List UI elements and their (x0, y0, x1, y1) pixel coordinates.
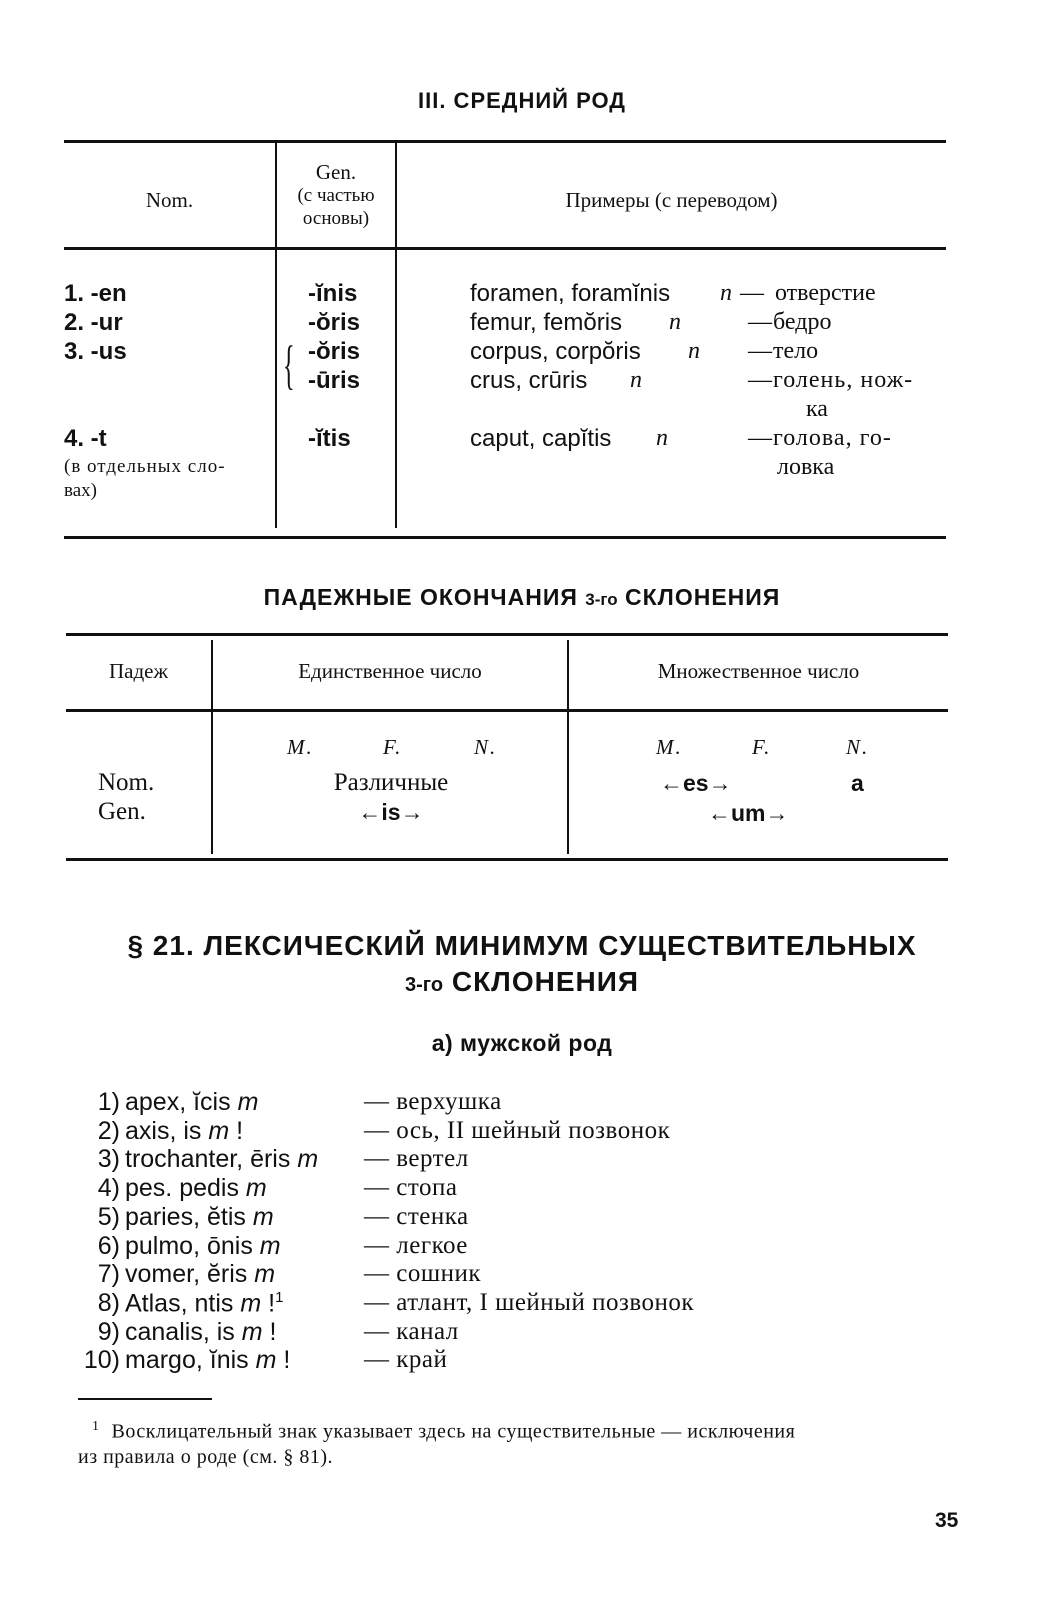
plural-nom-n-value: a (851, 770, 864, 796)
endings-title-main: ПАДЕЖНЫЕ ОКОНЧАНИЯ (263, 584, 578, 610)
example-word-4: crus, crūris (470, 367, 588, 394)
example-meaning-5-cont: ловка (777, 454, 835, 480)
lexicon-word: trochanter, ēris (125, 1145, 298, 1174)
lexicon-title-end: СКЛОНЕНИЯ (451, 966, 639, 997)
example-word-3: corpus, corpŏris (470, 338, 641, 365)
lexicon-item-meaning: — сошник (364, 1260, 482, 1288)
example-gender-1: n (720, 280, 732, 306)
example-word-1: foramen, foramĭnis (470, 280, 671, 307)
gen-ending-2: -ŏris (308, 309, 361, 336)
plural-gender-f: F. (752, 735, 772, 759)
lexicon-exception-mark: ! (261, 1289, 276, 1318)
plural-gen-value: ←um→ (708, 800, 789, 826)
example-meaning-5: голова, го- (773, 425, 892, 451)
lexicon-title-small: 3-го (405, 974, 444, 996)
footnote-text-1: Восклицательный знак указывает здесь на существительные — исключения (111, 1420, 796, 1443)
example-gender-3: n (688, 338, 700, 364)
singular-gender-f: F. (383, 735, 403, 759)
singular-nom-value: Различные (333, 769, 449, 796)
header-examples: Примеры (с переводом) (565, 188, 778, 212)
lexicon-item-word (125, 1346, 290, 1375)
lexicon-item-number: 9) (97, 1317, 120, 1346)
footnote-line-2: из правила о роде (см. § 81). (78, 1446, 334, 1468)
lexicon-item-word (125, 1203, 274, 1232)
lexicon-word: axis, is (125, 1116, 209, 1145)
nom-ending-3: 3. -us (64, 338, 127, 365)
example-gender-4: n (630, 367, 642, 393)
lexicon-gender: m (245, 1174, 267, 1203)
case-nom: Nom. (98, 769, 155, 796)
footnote-line-1 (92, 1419, 796, 1444)
lexicon-gender: m (240, 1289, 262, 1318)
lexicon-item-meaning: — вертел (364, 1145, 469, 1173)
lexicon-word: Atlas, ntis (125, 1289, 241, 1318)
example-meaning-4: голень, нож- (773, 367, 914, 393)
example-dash-1: — (740, 280, 764, 306)
lexicon-item-number: 4) (97, 1174, 120, 1203)
plural-gender-m: M. (656, 735, 683, 759)
example-word-2: femur, femŏris (470, 309, 623, 336)
lexicon-gender: m (297, 1145, 319, 1174)
lexicon-item-meaning: — стопа (364, 1174, 458, 1202)
gen-ending-5: -ĭtis (308, 425, 351, 452)
header-plural: Множественное число (657, 659, 860, 683)
header-nom: Nom. (145, 188, 194, 212)
lexicon-item-word (125, 1088, 258, 1117)
table-top-rule (64, 140, 946, 143)
lexicon-exception-mark: ! (262, 1317, 277, 1346)
endings-section-title (0, 584, 1044, 611)
lexicon-title-line-1: § 21. ЛЕКСИЧЕСКИЙ МИНИМУМ СУЩЕСТВИТЕЛЬНЫХ (127, 930, 917, 961)
lexicon-item-word (125, 1145, 318, 1174)
singular-gender-m: M. (287, 735, 314, 759)
header-singular: Единственное число (298, 659, 482, 683)
lexicon-word: pulmo, ōnis (125, 1231, 260, 1260)
lexicon-item-word (125, 1174, 267, 1203)
lexicon-word: paries, ĕtis (125, 1202, 253, 1231)
lexicon-word: pes. pedis (125, 1174, 246, 1203)
table-header-rule (64, 247, 946, 250)
page-number: 35 (935, 1509, 959, 1532)
endings-header-rule (66, 709, 948, 712)
example-dash-2: — (748, 309, 772, 335)
lexicon-gender: m (254, 1260, 276, 1289)
nom-ending-1: 1. -en (64, 280, 127, 307)
lexicon-gender: m (241, 1317, 263, 1346)
lexicon-item-word (125, 1117, 243, 1146)
table-bottom-rule (64, 536, 946, 539)
example-dash-4: — (748, 367, 772, 393)
header-gen-note-1: (с частью (297, 185, 375, 206)
plural-gender-n: N. (846, 735, 870, 759)
header-gen: Gen. (315, 160, 357, 184)
nom-ending-2: 2. -ur (64, 309, 123, 336)
lexicon-exception-mark: ! (276, 1346, 291, 1375)
footnote-reference: 1 (275, 1288, 284, 1306)
neuter-section-title: III. СРЕДНИЙ РОД (418, 88, 626, 113)
endings-title-small: 3-го (585, 590, 618, 609)
endings-title-end: СКЛОНЕНИЯ (625, 584, 781, 610)
singular-gender-n: N. (474, 735, 498, 759)
lexicon-gender: m (259, 1231, 281, 1260)
footnote-rule (78, 1398, 212, 1400)
brace-icon: { (283, 335, 295, 395)
example-meaning-2: бедро (773, 309, 832, 335)
lexicon-item-word (125, 1232, 281, 1261)
singular-gen-value: ←is→ (358, 799, 424, 825)
lexicon-title-line-2 (0, 966, 1044, 998)
example-meaning-4-cont: ка (806, 396, 828, 422)
lexicon-exception-mark: ! (229, 1116, 244, 1145)
lexicon-item-meaning: — верхушка (364, 1088, 502, 1115)
example-word-5: caput, capĭtis (470, 425, 612, 452)
lexicon-item-number: 2) (97, 1116, 120, 1145)
lexicon-item-number: 3) (97, 1145, 120, 1174)
lexicon-item-meaning: — легкое (364, 1231, 468, 1259)
lexicon-item-number: 8) (97, 1288, 120, 1317)
lexicon-item-meaning: — канал (364, 1317, 459, 1345)
example-dash-3: — (748, 338, 772, 364)
lexicon-item-number: 6) (97, 1231, 120, 1260)
lexicon-subtitle: а) мужской род (431, 1030, 613, 1056)
lexicon-item-number: 1) (97, 1088, 120, 1116)
lexicon-item-word (125, 1260, 275, 1289)
nom-ending-4: 4. -t (64, 425, 107, 452)
endings-bottom-rule (66, 858, 948, 861)
footnote-marker: 1 (92, 1419, 100, 1434)
lexicon-word: margo, ĭnis (125, 1346, 256, 1375)
example-meaning-1: отверстие (775, 280, 876, 306)
endings-top-rule (66, 633, 948, 636)
lexicon-item-word (125, 1318, 276, 1347)
lexicon-gender: m (237, 1088, 259, 1116)
gen-ending-3: -ŏris (308, 338, 361, 365)
lexicon-item-word (125, 1289, 283, 1318)
gen-ending-1: -ĭnis (308, 280, 358, 307)
lexicon-word: apex, ĭcis (125, 1088, 238, 1116)
lexicon-item-meaning: — стенка (364, 1202, 469, 1230)
lexicon-item-number: 7) (97, 1260, 120, 1289)
lexicon-item-meaning: — ось, II шейный позвонок (364, 1116, 671, 1144)
example-gender-2: n (669, 309, 681, 335)
lexicon-word: vomer, ĕris (125, 1260, 255, 1289)
example-gender-5: n (656, 425, 668, 451)
lexicon-gender: m (255, 1346, 277, 1375)
lexicon-item-meaning: — край (364, 1346, 448, 1374)
example-dash-5: — (748, 425, 772, 451)
lexicon-word: canalis, is (125, 1317, 242, 1346)
header-case: Падеж (108, 659, 168, 683)
lexicon-item-number: 10) (83, 1346, 120, 1375)
case-gen: Gen. (98, 798, 146, 825)
nom-note-line-2: вах) (64, 480, 97, 501)
lexicon-item-meaning: — атлант, I шейный позвонок (364, 1288, 695, 1316)
nom-note-line-1: (в отдельных сло- (64, 456, 226, 477)
example-meaning-3: тело (773, 338, 819, 364)
gen-ending-4: -ūris (308, 367, 361, 394)
lexicon-gender: m (252, 1202, 274, 1231)
header-gen-note-2: основы) (302, 208, 370, 229)
lexicon-gender: m (208, 1116, 230, 1145)
lexicon-item-number: 5) (97, 1202, 120, 1231)
plural-nom-value: ←es→ (660, 770, 732, 796)
